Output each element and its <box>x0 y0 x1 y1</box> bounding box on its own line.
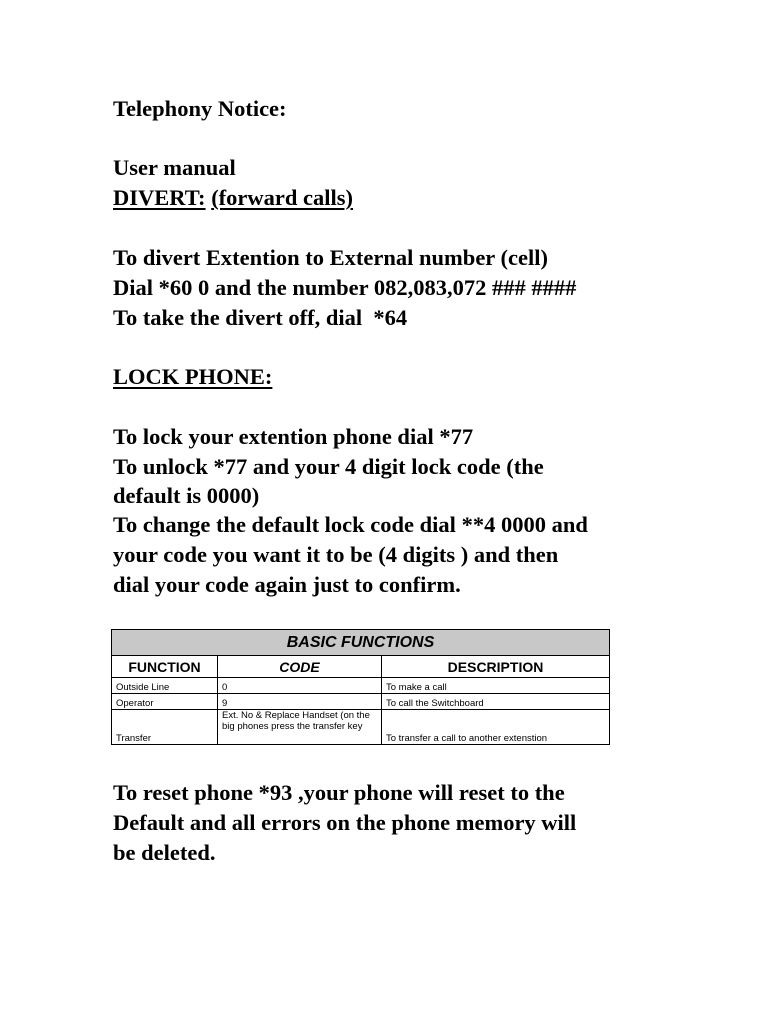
column-header-description: DESCRIPTION <box>382 656 610 678</box>
table-row <box>112 678 610 694</box>
cell-function: Outside Line <box>112 678 218 694</box>
table-title: BASIC FUNCTIONS <box>112 630 610 656</box>
cell-code: 0 <box>218 678 382 694</box>
cell-code: 9 <box>218 694 382 710</box>
cell-function: Operator <box>112 694 218 710</box>
notice-heading: Telephony Notice: <box>113 96 287 121</box>
column-header-function: FUNCTION <box>112 656 218 678</box>
divert-heading <box>113 183 353 213</box>
reset-line: To reset phone *93 ,your phone will reset to the <box>113 780 565 805</box>
basic-functions-table <box>111 629 610 745</box>
lock-line: To unlock *77 and your 4 digit lock code (the <box>113 454 544 479</box>
divert-line: To divert Extention to External number (cell) <box>113 245 548 270</box>
reset-line: Default and all errors on the phone memory will <box>113 810 577 835</box>
lock-line: dial your code again just to confirm. <box>113 572 461 597</box>
cell-code: Ext. No & Replace Handset (on the big phones press the transfer key <box>218 710 382 745</box>
divert-label: DIVERT: <box>113 185 206 210</box>
lock-phone-heading: LOCK PHONE: <box>113 364 273 389</box>
lock-line: To lock your extention phone dial *77 <box>113 424 474 449</box>
cell-description: To make a call <box>382 678 610 694</box>
cell-function: Transfer <box>112 710 218 745</box>
lock-line: To change the default lock code dial **4 0000 and <box>113 512 588 537</box>
divert-line: Dial *60 0 and the number 082,083,072 ### #### <box>113 275 577 300</box>
cell-description: To transfer a call to another extenstion <box>382 710 610 745</box>
table-title-row <box>112 630 610 656</box>
column-header-code: CODE <box>218 656 382 678</box>
reset-line: be deleted. <box>113 840 216 865</box>
lock-line: default is 0000) <box>113 483 260 508</box>
table-row <box>112 694 610 710</box>
cell-description: To call the Switchboard <box>382 694 610 710</box>
table-row <box>112 710 610 745</box>
lock-line: your code you want it to be (4 digits ) and then <box>113 542 559 567</box>
table-header-row <box>112 656 610 678</box>
divert-sublabel: (forward calls) <box>211 185 354 210</box>
user-manual-heading: User manual <box>113 155 236 180</box>
divert-line: To take the divert off, dial *64 <box>113 305 408 330</box>
